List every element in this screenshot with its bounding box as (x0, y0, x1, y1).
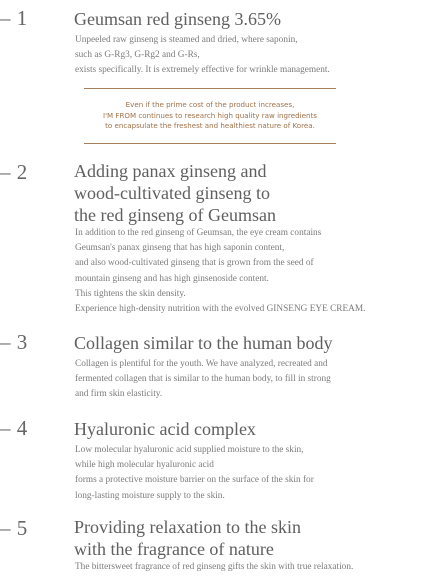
callout-line: I'M FROM continues to research high quality raw ingredients (103, 110, 317, 120)
section-title (74, 8, 419, 30)
callout-line: to encapsulate the freshest and healthiest nature of Korea. (105, 121, 315, 130)
section-number: – 3 (0, 330, 28, 354)
section-title-line: Hyaluronic acid complex (74, 419, 256, 439)
section-title-line: Geumsan red ginseng 3.65% (74, 9, 281, 29)
body-line: Unpeeled raw ginseng is steamed and dried, where saponin, (75, 35, 298, 45)
body-line: Collagen is plentiful for the youth. We have analyzed, recreated and (75, 359, 328, 369)
section-number: – 4 (0, 416, 28, 440)
section-number: – 2 (0, 160, 28, 184)
body-line: and firm skin elasticity. (75, 389, 163, 400)
section-title (74, 160, 419, 226)
callout-text (84, 100, 336, 132)
section-number: – 1 (0, 6, 28, 30)
section-body (75, 226, 420, 317)
body-line: The bittersweet fragrance of red ginseng gifts the skin with true relaxation. (75, 562, 354, 572)
section-title-line: Collagen similar to the human body (74, 333, 333, 353)
body-line: forms a protective moisture barrier on the surface of the skin for (75, 475, 314, 486)
body-line: mountain ginseng and has high ginsenoside content. (75, 273, 269, 284)
section-title (74, 332, 419, 354)
section-title-line: Adding panax ginseng and (74, 161, 267, 181)
body-line: In addition to the red ginseng of Geumsan, the eye cream contains (75, 228, 322, 238)
callout-box (84, 88, 336, 143)
section-title (74, 516, 419, 560)
body-line: fermented collagen that is similar to the human body, to fill in strong (75, 374, 331, 385)
section-body (75, 357, 420, 403)
body-line: Geumsan's panax ginseng that has high saponin content, (75, 243, 285, 254)
body-line: exists specifically. It is extremely effective for wrinkle management. (75, 65, 330, 76)
section-body (75, 33, 420, 79)
callout-top-rule (84, 88, 336, 89)
body-line: Experience high-density nutrition with the evolved GINSENG EYE CREAM. (75, 304, 366, 315)
body-line: and also wood-cultivated ginseng that is grown from the seed of (75, 258, 314, 269)
body-line: long-lasting moisture supply to the skin. (75, 490, 225, 501)
section-title-line: the red ginseng of Geumsan (74, 205, 276, 225)
section-body (75, 560, 420, 575)
body-line: such as G-Rg3, G-Rg2 and G-Rs, (75, 50, 200, 61)
body-line: This tightens the skin density. (75, 288, 186, 299)
section-title (74, 418, 419, 440)
section-title-line: with the fragrance of nature (74, 539, 274, 559)
section-title-line: wood-cultivated ginseng to (74, 183, 270, 203)
body-line: Low molecular hyaluronic acid supplied moisture to the skin, (75, 445, 304, 455)
callout-bottom-rule (84, 143, 336, 144)
callout-line: Even if the prime cost of the product increases, (125, 100, 295, 109)
section-title-line: Providing relaxation to the skin (74, 517, 301, 537)
section-body (75, 443, 420, 504)
body-line: while high molecular hyaluronic acid (75, 460, 214, 471)
section-number: – 5 (0, 516, 28, 540)
